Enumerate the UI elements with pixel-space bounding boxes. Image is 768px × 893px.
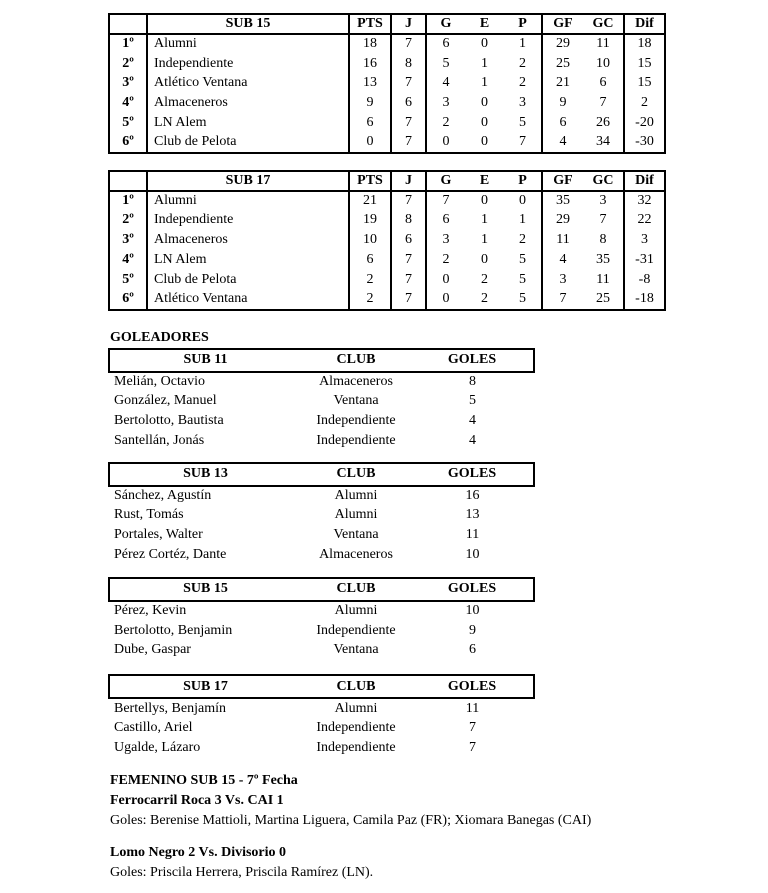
position-cell: 2º [109,54,147,74]
scorer-row [109,372,534,392]
pts-cell: 16 [349,54,391,74]
p-cell: 0 [504,191,542,211]
g-cell: 7 [442,193,450,209]
position-cell: 5º [109,113,147,133]
goals-cell: 11 [465,527,480,543]
j-cell: 8 [391,211,426,231]
club-cell: Independiente [316,622,396,638]
scorers-header-row [109,578,534,601]
team-cell: Atlético Ventana [147,290,349,310]
goals-cell: 11 [465,700,480,716]
e-cell: 0 [481,115,488,131]
scorer-row [109,718,534,738]
e-cell: 0 [481,95,488,111]
goals-cell: 7 [469,739,476,755]
gc-cell: 11 [583,270,624,290]
club-cell: Independiente [316,413,396,429]
e-cell: 0 [481,252,488,268]
column-header-e: E [465,171,504,191]
goals-cell: 4 [469,413,476,429]
club-cell: Alumni [334,603,378,619]
femenino-section [110,771,768,883]
gc-cell: 3 [583,191,624,211]
corner-cell [109,171,147,191]
club-cell: Almaceneros [319,373,393,389]
goals-cell: 6 [469,642,476,658]
pts-cell: 19 [349,211,391,231]
j-cell: 7 [391,74,426,94]
column-header-g: G [426,171,465,191]
g-cell: 4 [442,75,450,91]
column-header-gf: GF [542,171,583,191]
column-header-e: E [465,14,504,34]
column-header-gc: GC [583,171,624,191]
p-cell: 5 [504,113,542,133]
g-cell: 0 [442,271,450,287]
pts-cell: 2 [349,290,391,310]
gf-cell: 9 [559,95,567,111]
match-result: Ferrocarril Roca 3 Vs. CAI 1 [110,792,284,808]
column-header-j: J [391,14,426,34]
j-cell: 7 [391,34,426,54]
goles-header: GOLES [411,578,534,601]
standings-row [109,113,665,133]
position-cell: 3º [109,230,147,250]
p-cell: 1 [504,211,542,231]
j-cell: 7 [391,250,426,270]
standings-row [109,34,665,54]
standings-row [109,250,665,270]
pts-cell: 13 [349,74,391,94]
player-cell: Bertellys, Benjamín [114,700,226,716]
club-header: CLUB [301,463,411,486]
goals-cell: 5 [469,393,476,409]
scorer-row [109,545,534,565]
team-cell: Club de Pelota [147,270,349,290]
goles-header: GOLES [411,349,534,372]
j-cell: 7 [391,270,426,290]
e-cell: 1 [481,75,488,91]
club-cell: Ventana [333,393,379,409]
dif-cell: 22 [637,212,652,228]
club-cell: Independiente [316,739,396,755]
p-cell: 2 [504,74,542,94]
scorer-row [109,525,534,545]
goals-cell: 10 [465,547,480,563]
gf-cell: 3 [559,271,567,287]
dif-cell: 3 [641,232,648,248]
scorers-category-header: SUB 17 [109,675,301,698]
goals-cell: 9 [469,622,476,638]
gf-cell: 11 [556,232,570,248]
gc-cell: 8 [583,230,624,250]
e-cell: 0 [481,134,488,150]
p-cell: 7 [504,133,542,153]
goals-cell: 16 [465,488,480,504]
e-cell: 1 [481,212,488,228]
column-header-p: P [504,14,542,34]
column-header-g: G [426,14,465,34]
gf-cell: 25 [556,55,570,71]
j-cell: 8 [391,54,426,74]
goals-cell: 8 [469,373,476,389]
dif-cell: 15 [637,55,652,71]
scorers-table-sub-15 [108,577,535,660]
player-cell: Castillo, Ariel [114,720,193,736]
pts-cell: 6 [349,113,391,133]
player-cell: Pérez Cortéz, Dante [114,547,227,563]
g-cell: 3 [442,95,450,111]
club-cell: Alumni [334,488,378,504]
scorers-header-row [109,675,534,698]
column-header-gf: GF [542,14,583,34]
g-cell: 5 [442,55,450,71]
g-cell: 0 [442,134,450,150]
dif-cell: 2 [641,95,648,111]
standings-row [109,74,665,94]
g-cell: 6 [442,212,450,228]
scorer-row [109,486,534,506]
column-header-gc: GC [583,14,624,34]
player-cell: González, Manuel [114,393,217,409]
pts-cell: 9 [349,93,391,113]
standings-header-row [109,14,665,34]
club-cell: Almaceneros [319,547,393,563]
dif-cell: 18 [637,36,652,52]
p-cell: 3 [504,93,542,113]
team-cell: Alumni [147,34,349,54]
match-scorers: Goles: Priscila Herrera, Priscila Ramírez (LN). [110,864,374,880]
p-cell: 5 [504,290,542,310]
pts-cell: 18 [349,34,391,54]
column-header-p: P [504,171,542,191]
team-cell: Almaceneros [147,230,349,250]
team-cell: Club de Pelota [147,133,349,153]
category-header: SUB 17 [147,171,349,191]
scorers-table-sub-11 [108,348,535,451]
pts-cell: 21 [349,191,391,211]
e-cell: 0 [481,36,488,52]
pts-cell: 10 [349,230,391,250]
pts-cell: 0 [349,133,391,153]
standings-row [109,133,665,153]
g-cell: 6 [442,36,450,52]
standings-row [109,191,665,211]
player-cell: Bertolotto, Bautista [114,413,224,429]
gc-cell: 35 [583,250,624,270]
e-cell: 1 [481,232,488,248]
player-cell: Bertolotto, Benjamin [114,622,233,638]
gc-cell: 6 [583,74,624,94]
club-cell: Alumni [334,507,378,523]
dif-cell: -20 [635,115,654,131]
gc-cell: 26 [583,113,624,133]
scorers-header-row [109,349,534,372]
scorer-row [109,431,534,451]
gc-cell: 7 [583,93,624,113]
standings-row [109,270,665,290]
team-cell: Independiente [147,54,349,74]
pts-cell: 6 [349,250,391,270]
column-header-dif: Dif [624,171,665,191]
j-cell: 7 [391,113,426,133]
dif-cell: 32 [637,193,652,209]
p-cell: 5 [504,250,542,270]
scorers-table-sub-13 [108,462,535,565]
player-cell: Portales, Walter [114,527,203,543]
dif-cell: -31 [635,252,654,268]
position-cell: 1º [109,191,147,211]
scorer-row [109,391,534,411]
e-cell: 2 [481,271,488,287]
scorer-row [109,506,534,526]
p-cell: 2 [504,230,542,250]
goals-cell: 7 [469,720,476,736]
gc-cell: 34 [583,133,624,153]
gf-cell: 4 [559,134,567,150]
dif-cell: -18 [635,291,654,307]
column-header-pts: PTS [349,14,391,34]
column-header-j: J [391,171,426,191]
scorer-row [109,621,534,641]
player-cell: Sánchez, Agustín [114,488,212,504]
femenino-heading: FEMENINO SUB 15 - 7º Fecha [110,772,298,788]
club-cell: Alumni [334,700,378,716]
e-cell: 0 [481,193,488,209]
gc-cell: 25 [583,290,624,310]
club-cell: Ventana [333,642,379,658]
club-header: CLUB [301,349,411,372]
match-scorers: Goles: Berenise Mattioli, Martina Liguera, Camila Paz (FR); Xiomara Banegas (CAI) [110,812,592,828]
player-cell: Melián, Octavio [114,373,205,389]
dif-cell: -8 [638,271,651,287]
j-cell: 6 [391,93,426,113]
goals-cell: 13 [465,507,480,523]
e-cell: 2 [481,291,488,307]
gc-cell: 10 [583,54,624,74]
g-cell: 2 [442,252,450,268]
j-cell: 7 [391,133,426,153]
gc-cell: 11 [583,34,624,54]
scorers-header-row [109,463,534,486]
goals-cell: 10 [465,603,480,619]
scorers-category-header: SUB 15 [109,578,301,601]
gf-cell: 29 [556,212,570,228]
scorers-table-sub-17 [108,674,535,757]
player-cell: Dube, Gaspar [114,642,191,658]
standings-row [109,54,665,74]
position-cell: 6º [109,290,147,310]
team-cell: Almaceneros [147,93,349,113]
club-header: CLUB [301,578,411,601]
column-header-dif: Dif [624,14,665,34]
team-cell: Independiente [147,211,349,231]
g-cell: 2 [442,115,450,131]
dif-cell: -30 [635,134,654,150]
gf-cell: 6 [559,115,567,131]
club-header: CLUB [301,675,411,698]
player-cell: Santellán, Jonás [114,432,205,448]
scorer-row [109,641,534,661]
club-cell: Independiente [316,432,396,448]
scorer-row [109,738,534,758]
p-cell: 2 [504,54,542,74]
scorer-row [109,698,534,718]
position-cell: 4º [109,93,147,113]
team-cell: LN Alem [147,250,349,270]
scorer-row [109,601,534,621]
club-cell: Independiente [316,720,396,736]
position-cell: 2º [109,211,147,231]
goals-cell: 4 [469,432,476,448]
goles-header: GOLES [411,675,534,698]
standings-row [109,211,665,231]
column-header-pts: PTS [349,171,391,191]
j-cell: 7 [391,290,426,310]
match-result: Lomo Negro 2 Vs. Divisorio 0 [110,844,287,860]
e-cell: 1 [481,55,488,71]
p-cell: 1 [504,34,542,54]
player-cell: Rust, Tomás [114,507,184,523]
gf-cell: 4 [559,252,567,268]
team-cell: Atlético Ventana [147,74,349,94]
scorer-row [109,411,534,431]
corner-cell [109,14,147,34]
standings-row [109,230,665,250]
standings-row [109,93,665,113]
gf-cell: 35 [556,193,570,209]
goles-header: GOLES [411,463,534,486]
club-cell: Ventana [333,527,379,543]
pts-cell: 2 [349,270,391,290]
standings-table-sub-15 [108,13,666,154]
gc-cell: 7 [583,211,624,231]
player-cell: Ugalde, Lázaro [114,739,201,755]
position-cell: 4º [109,250,147,270]
gf-cell: 29 [556,36,570,52]
standings-table-sub-17 [108,170,666,311]
j-cell: 6 [391,230,426,250]
standings-header-row [109,171,665,191]
player-cell: Pérez, Kevin [114,603,187,619]
j-cell: 7 [391,191,426,211]
category-header: SUB 15 [147,14,349,34]
standings-row [109,290,665,310]
gf-cell: 21 [556,75,570,91]
dif-cell: 15 [637,75,652,91]
goleadores-heading: GOLEADORES [110,329,209,345]
scorers-category-header: SUB 13 [109,463,301,486]
team-cell: LN Alem [147,113,349,133]
gf-cell: 7 [559,291,567,307]
p-cell: 5 [504,270,542,290]
position-cell: 6º [109,133,147,153]
position-cell: 3º [109,74,147,94]
g-cell: 3 [442,232,450,248]
scorers-category-header: SUB 11 [109,349,301,372]
team-cell: Alumni [147,191,349,211]
position-cell: 5º [109,270,147,290]
position-cell: 1º [109,34,147,54]
g-cell: 0 [442,291,450,307]
